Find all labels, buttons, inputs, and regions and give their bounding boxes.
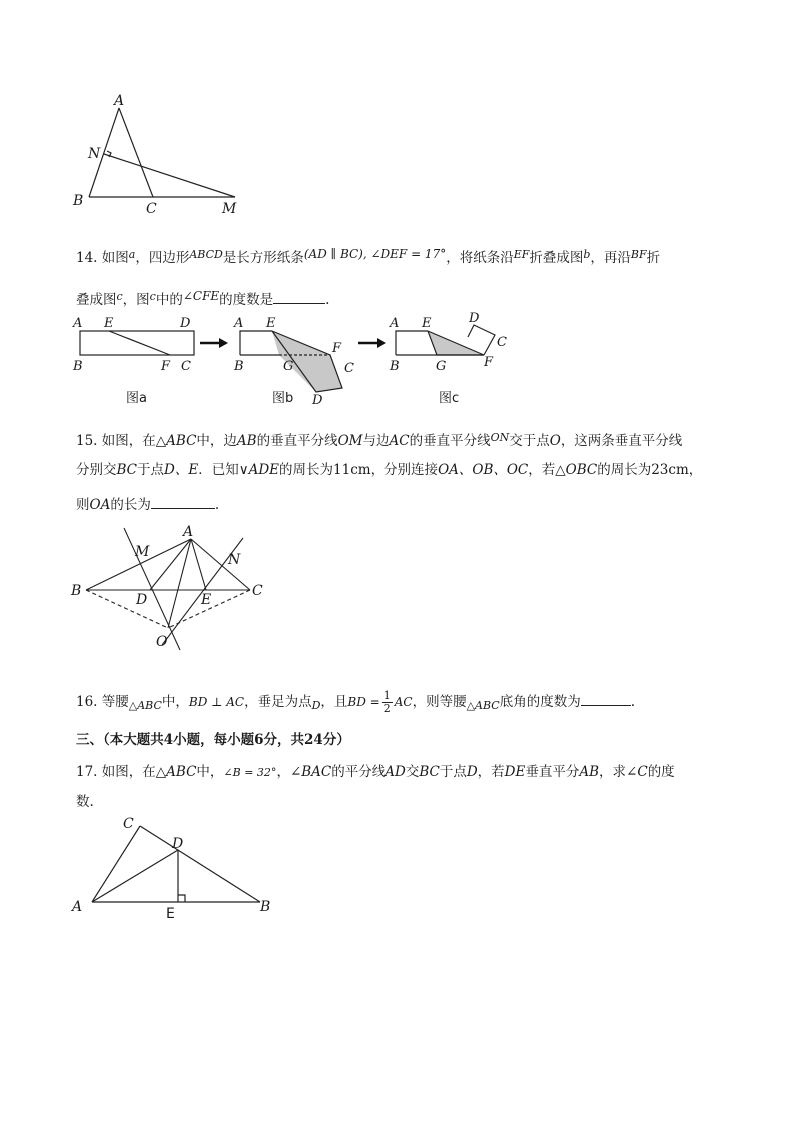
fig14c-G: G xyxy=(436,359,447,374)
fig14b-C: C xyxy=(344,361,354,376)
fig17-D: D xyxy=(172,836,184,852)
fig17-E: E xyxy=(166,906,175,922)
fig17-A: A xyxy=(72,899,83,915)
fig14c-A: A xyxy=(390,316,400,331)
fig15-M: M xyxy=(135,544,150,560)
q15-line2: 分别交BC于点D、E．已知∨ADE的周长为11cm，分别连接OA、OB、OC，若△OBC的周长为23cm， xyxy=(76,462,703,478)
q14-line2: 叠成图$^c$，图$^c$中的∠CFE的度数是 . xyxy=(76,289,330,308)
q16-line1: 16. 等腰$_{\triangle ABC}$中，BD ⊥ AC，垂足为点$_D$，且BD = $\frac{1}{2}$ AC，则等腰$_{\triangle ABC}$底角的度数为 . xyxy=(76,689,635,715)
q17-line1: 17. 如图，在△ABC中，∠B = 32°，∠BAC的平分线AD交BC于点D，若DE垂直平分AB，求∠C的度 xyxy=(76,764,675,780)
q15-line3: 则OA的长为 . xyxy=(76,494,219,515)
fig14c-caption: 图c xyxy=(439,391,460,406)
fig15-N: N xyxy=(228,552,241,568)
q17-line2: 数. xyxy=(76,794,94,810)
section-3-header: 三、（本大题共4小题，每小题6分，共24分） xyxy=(76,732,350,748)
fig14b-D: D xyxy=(312,393,323,408)
fig14b-caption: 图b xyxy=(272,391,294,406)
fig14b-E: E xyxy=(266,316,276,331)
fig14a-caption: 图a xyxy=(126,391,147,406)
fig14a-F: F xyxy=(161,359,171,374)
fig14a-B: B xyxy=(73,359,83,374)
fig14c-E: E xyxy=(422,316,432,331)
fig14a-A: A xyxy=(73,316,83,331)
fig15-E: E xyxy=(201,592,212,608)
figure-15-triangle xyxy=(68,520,278,655)
fig14a-C: C xyxy=(181,359,191,374)
fig15-O: O xyxy=(156,634,168,650)
label-M: M xyxy=(222,201,237,217)
fig14a-E: E xyxy=(104,316,114,331)
fig17-B: B xyxy=(260,899,271,915)
fig14c-F: F xyxy=(484,355,494,370)
fig15-C: C xyxy=(252,583,263,599)
fig15-D: D xyxy=(136,592,148,608)
fig14b-A: A xyxy=(234,316,244,331)
label-C: C xyxy=(146,201,157,217)
fig14b-B: B xyxy=(234,359,244,374)
q15-answer-blank[interactable] xyxy=(151,494,215,509)
q15-line1: 15. 如图，在△ABC中，边AB的垂直平分线OM与边AC的垂直平分线$^{ON}$交于点O，这两条垂直平分线 xyxy=(76,431,683,449)
fig14c-B: B xyxy=(390,359,400,374)
fig14a-D: D xyxy=(180,316,191,331)
q16-answer-blank[interactable] xyxy=(581,691,631,706)
figure-17-triangle xyxy=(68,812,288,922)
fig14c-C: C xyxy=(497,335,507,350)
fig15-B: B xyxy=(71,583,82,599)
q14-answer-blank[interactable] xyxy=(273,289,325,304)
label-B: B xyxy=(73,193,84,209)
label-A: A xyxy=(114,93,125,109)
figure-top-triangle xyxy=(70,90,250,220)
fig14c-D: D xyxy=(469,311,480,326)
fig14b-F: F xyxy=(332,341,342,356)
q14-line1: 14. 如图$^a$，四边形$^{ABCD}$是长方形纸条(AD ∥ BC), ∠DEF = 17°，将纸条沿$^{EF}$折叠成图$^b$，再沿$^{BF}$折 xyxy=(76,247,661,266)
fig14b-G: G xyxy=(283,359,294,374)
fig15-A: A xyxy=(183,524,194,540)
label-N: N xyxy=(88,146,101,162)
fig17-C: C xyxy=(123,816,134,832)
q16-fraction: $\frac{1}{2}$ xyxy=(383,689,391,715)
figure-14-folding xyxy=(68,310,528,410)
